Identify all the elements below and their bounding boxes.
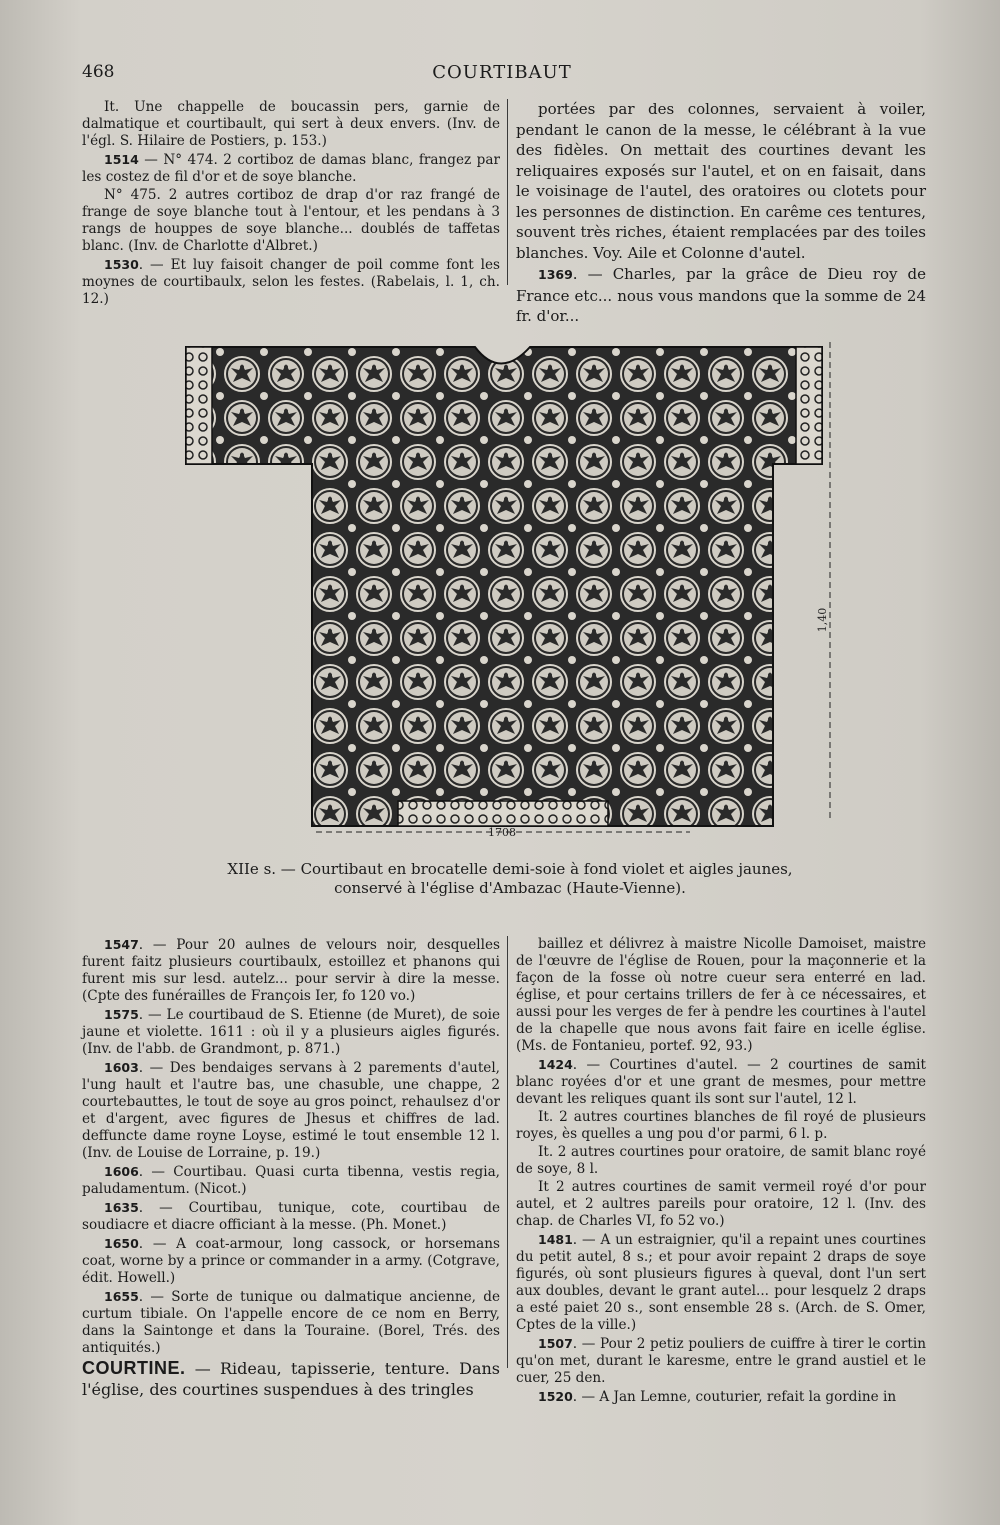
- page-number: 468: [82, 62, 115, 82]
- left-cuff-band: [186, 347, 212, 464]
- hem-band: [398, 801, 608, 826]
- dimension-width-label: 1708: [488, 826, 516, 839]
- entry-text: It 2 autres courtines de samit vermeil royé d'or pour autel, et 2 aultres pareils pour oratoire, 12 l. (Inv. des chap. de Charles VI, fo 52 vo.): [516, 1179, 926, 1229]
- entry-year: 1655: [104, 1289, 139, 1304]
- entry-paragraph: [516, 1109, 926, 1143]
- entry-year: 1635: [104, 1200, 139, 1215]
- caption-line-1: XIIe s. — Courtibaut en brocatelle demi-soie à fond violet et aigles jaunes,: [227, 860, 793, 878]
- courtine-entry: [82, 1358, 500, 1400]
- entry-year: 1603: [104, 1060, 139, 1075]
- entry-year: 1606: [104, 1164, 139, 1179]
- entry-paragraph: [516, 1144, 926, 1178]
- entry-text: . — Sorte de tunique ou dalmatique ancienne, de curtum tibiale. On l'appelle encore de ce nom en Berry, dans la Saintonge et dans la Touraine. (Borel, Trés. des antiquités.): [82, 1289, 500, 1356]
- entry-text: . — Des bendaiges servans à 2 parements d'autel, l'ung hault et l'autre bas, une chasuble, une chappe, 2 courtebauttes, le tout de soye au gros poinct, rehaulsez d'or et d'argent, avec figures de Jhesus et chiffres de lad. deffuncte dame royne Loyse, estimé le tout ensemble 12 l. (Inv. de Louise de Lorraine, p. 19.): [82, 1060, 500, 1161]
- entry-paragraph: [82, 1006, 500, 1058]
- tunic-shape: [186, 347, 822, 826]
- entry-text: . — A un estraignier, qu'il a repaint unes courtines du petit autel, 8 s.; et pour avoir repaint 2 draps de soye figurés, où sont plusieurs figures à queval, dont l'un sert aux doubles, devant le grant autel... pour lesquelz 2 draps a esté paiet 20 s., sont ensemble 28 s. (Arch. de S. Omer, Cptes de la ville.): [516, 1232, 926, 1333]
- entry-year: 1575: [104, 1007, 139, 1022]
- entry-paragraph: [82, 1288, 500, 1357]
- entry-text: . — Courtibau, tunique, cote, courtibau de soudiacre et diacre officiant à la messe. (Ph. Monet.): [82, 1200, 500, 1233]
- entry-text: It. 2 autres courtines pour oratoire, de samit blanc royé de soye, 8 l.: [516, 1144, 926, 1177]
- entry-paragraph: [82, 1163, 500, 1198]
- entry-text: . — A Jan Lemne, couturier, refait la gordine in: [572, 1389, 897, 1405]
- entry-paragraph: [516, 1056, 926, 1108]
- entry-text: . — Charles, par la grâce de Dieu roy de France etc... nous vous mandons que la somme de 24 fr. d'or...: [516, 265, 926, 325]
- entry-text: . — Et luy faisoit changer de poil comme font les moynes de courtibaulx, selon les festes. (Rabelais, l. 1, ch. 12.): [82, 257, 500, 307]
- column-rule-bottom: [507, 936, 508, 1368]
- entry-paragraph: [516, 1231, 926, 1334]
- entry-text: . — Courtines d'autel. — 2 courtines de samit blanc royées d'or et une grant de mesmes, pour mettre devant les reliques quant ils sont sur l'autel, 12 l.: [516, 1057, 926, 1107]
- entry-text: . — Le courtibaud de S. Etienne (de Muret), de soie jaune et violette. 1611 : où il y a plusieurs aigles figurés. (Inv. de l'abb. de Grandmont, p. 871.): [82, 1007, 500, 1057]
- courtine-headword: COURTINE.: [82, 1358, 186, 1378]
- entry-paragraph: [82, 1235, 500, 1287]
- figure-caption: [160, 860, 860, 898]
- entry-paragraph: [516, 1388, 926, 1406]
- entry-year: 1507: [538, 1336, 573, 1351]
- courtine-definition: — Rideau, tapisserie, tenture. Dans l'église, des courtines suspendues à des tringles: [82, 1359, 500, 1399]
- entry-text: portées par des colonnes, servaient à voiler, pendant le canon de la messe, le célébrant à la vue des fidèles. On mettait des courtines devant les reliquaires exposés sur l'autel, et on en faisait, dans le voisinage de l'autel, des oratoires ou clotets pour les personnes de distinction. En carême ces tentures, souvent très riches, étaient remplacées par des toiles blanches. Voy. Aile et Colonne d'autel.: [516, 100, 926, 262]
- running-title: COURTIBAUT: [432, 62, 572, 83]
- entry-text: . — Courtibau. Quasi curta tibenna, vestis regia, paludamentum. (Nicot.): [82, 1164, 500, 1197]
- entry-year: 1547: [104, 937, 139, 952]
- entry-text: N° 475. 2 autres cortiboz de drap d'or raz frangé de frange de soye blanche tout à l'entour, et les pendans à 3 rangs de houppes de soye blanche... doublés de taffetas blanc. (Inv. de Charlotte d'Albret.): [82, 187, 500, 254]
- right-cuff-band: [796, 347, 822, 464]
- entry-year: 1514: [104, 152, 139, 167]
- entry-text: — N° 474. 2 cortiboz de damas blanc, frangez par les costez de fil d'or et de soye blanche.: [82, 152, 500, 185]
- entry-year: 1481: [538, 1232, 573, 1247]
- entry-text: It. Une chappelle de boucassin pers, garnie de dalmatique et courtibault, qui sert à deux envers. (Inv. de l'égl. S. Hilaire de Postiers, p. 153.): [82, 99, 500, 149]
- entry-text: . — A coat-armour, long cassock, or horsemans coat, worne by a prince or commander in a army. (Cotgrave, édit. Howell.): [82, 1236, 500, 1286]
- entry-paragraph: [516, 936, 926, 1055]
- entry-text: . — Pour 2 petiz pouliers de cuiffre à tirer le cortin qu'on met, durant le karesme, entre le grand austiel et le cuer, 25 den.: [516, 1336, 926, 1386]
- caption-line-2: conservé à l'église d'Ambazac (Haute-Vienne).: [334, 879, 686, 897]
- left-column-bottom: [82, 936, 500, 1401]
- entry-year: 1650: [104, 1236, 139, 1251]
- entry-year: 1530: [104, 257, 139, 272]
- entry-text: It. 2 autres courtines blanches de fil royé de plusieurs royes, ès quelles a ung pou d'or parmi, 6 l. p.: [516, 1109, 926, 1142]
- entry-paragraph: [516, 1335, 926, 1387]
- entry-text: . — Pour 20 aulnes de velours noir, desquelles furent faitz plusieurs courtibaulx, estoillez et phanons qui furent mis sur lesd. autelz... pour servir à dire la messe. (Cpte des funérailles de François Ier, fo 120 vo.): [82, 937, 500, 1004]
- entry-year: 1520: [538, 1389, 573, 1404]
- entry-year: 1369: [538, 267, 573, 282]
- entry-paragraph: [82, 1059, 500, 1162]
- dimension-height-label: 1,40: [816, 607, 829, 633]
- entry-text: baillez et délivrez à maistre Nicolle Damoiset, maistre de l'œuvre de l'église de Rouen, pour la maçonnerie et la façon de la fosse où notre cueur sera enterré en lad. église, et pour certains trillers de fer à ce nécessaires, et aussi pour les verges de fer à pendre les courtines à l'autel de la chapelle que nous avons fait faire en icelle église. (Ms. de Fontanieu, portef. 92, 93.): [516, 936, 926, 1054]
- entry-year: 1424: [538, 1057, 573, 1072]
- entry-paragraph: [82, 1199, 500, 1234]
- right-column-bottom: [516, 936, 926, 1407]
- entry-paragraph: [516, 1179, 926, 1230]
- entry-paragraph: [82, 936, 500, 1005]
